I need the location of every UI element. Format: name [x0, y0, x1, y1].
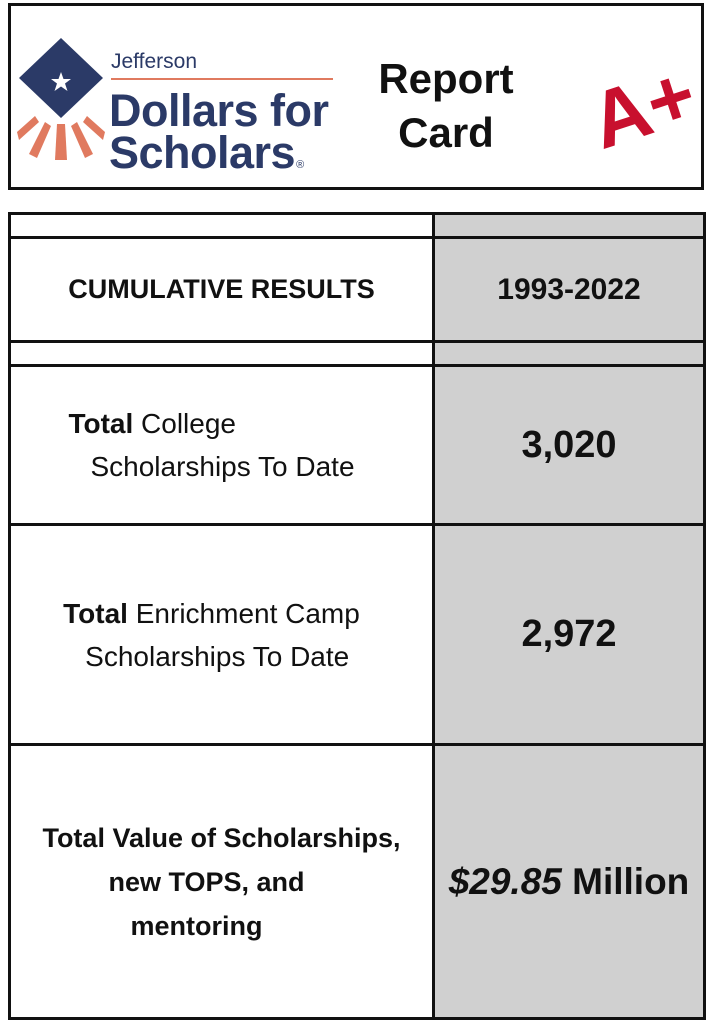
- brand-scholars: [109, 127, 304, 178]
- total-value-label: [42, 816, 400, 948]
- report-header: [8, 3, 707, 190]
- row-label-camp: [11, 526, 432, 743]
- header-cell-left: [11, 239, 432, 340]
- label-line: Scholarships To Date: [85, 640, 350, 672]
- title-line-1: Report: [378, 55, 514, 102]
- grade-a-plus: [579, 48, 707, 166]
- label-line: [63, 592, 360, 635]
- label-line: Total Value of Scholarships,: [42, 822, 401, 853]
- title-line-2: Card: [398, 109, 494, 156]
- row-divider: [11, 340, 703, 343]
- row-label-college: [11, 367, 432, 523]
- brand-divider: [111, 78, 333, 80]
- label-line: new TOPS, and: [108, 866, 305, 897]
- brand-jefferson: Jefferson: [111, 50, 197, 73]
- amount: $29.85: [448, 860, 562, 902]
- cumulative-results-label: CUMULATIVE RESULTS: [68, 274, 375, 304]
- label-line: mentoring: [130, 910, 263, 941]
- label-bold: Total: [68, 408, 134, 439]
- college-scholarships-count: 3,020: [521, 423, 617, 466]
- value-camp: [435, 526, 703, 743]
- label-line: [68, 402, 354, 445]
- total-value-amount: [449, 861, 690, 903]
- label-rest: Enrichment Camp: [127, 597, 360, 629]
- registered-mark: ®: [296, 159, 304, 171]
- header-cell-right: [435, 239, 703, 340]
- brand-dollars-for: Dollars for: [109, 85, 329, 136]
- page-title: [351, 52, 541, 160]
- label-rest: College: [133, 408, 236, 439]
- unit: Million: [561, 860, 690, 902]
- camp-scholarships-count: 2,972: [521, 613, 617, 655]
- row-label-total-value: [11, 746, 432, 1017]
- value-total: [435, 746, 703, 1017]
- results-table: [8, 212, 706, 1020]
- label-bold: Total: [63, 597, 128, 629]
- value-college: [435, 367, 703, 523]
- year-range: 1993-2022: [497, 272, 641, 306]
- grade-text: A+: [579, 48, 707, 166]
- brand-scholars-text: Scholars: [109, 127, 296, 178]
- label-line: Scholarships To Date: [90, 451, 355, 482]
- dollars-for-scholars-logo-icon: [17, 36, 113, 166]
